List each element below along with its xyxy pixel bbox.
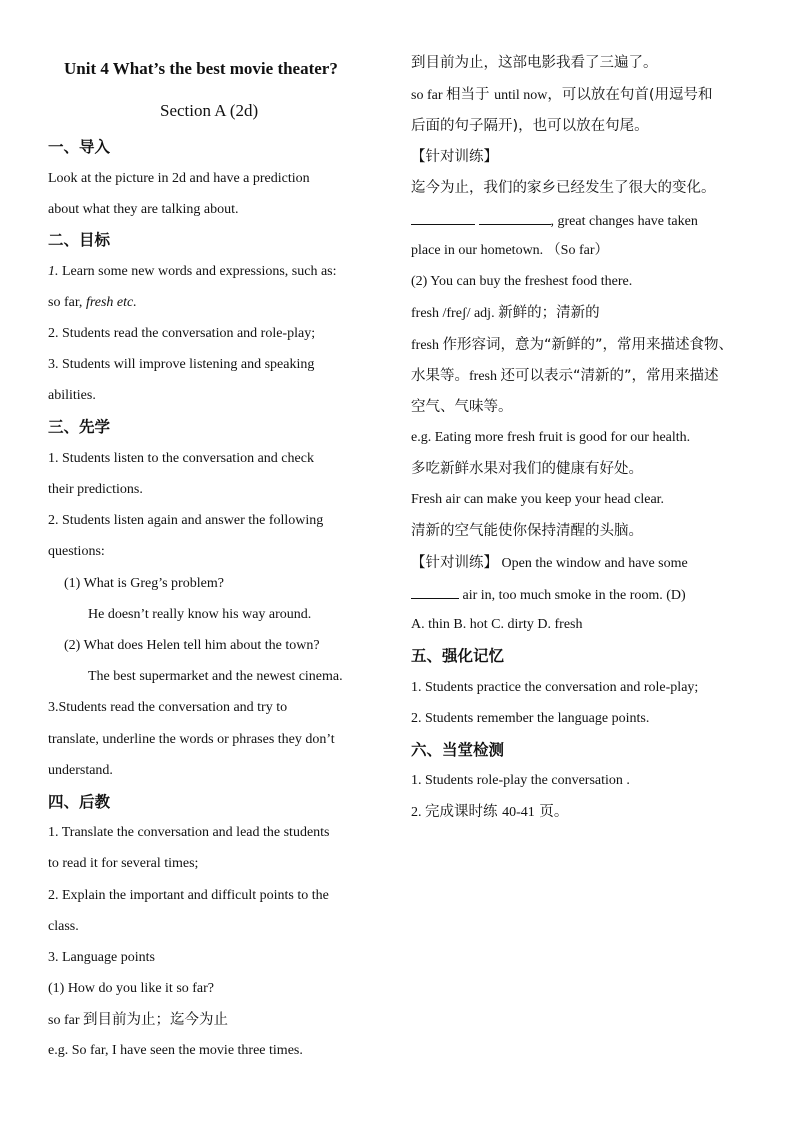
text-line	[411, 802, 568, 823]
text-line: Look at the picture in 2d and have a prediction	[48, 171, 310, 186]
text-line: 1. Translate the conversation and lead the students	[48, 825, 330, 840]
text-line: 多吃新鲜水果对我们的健康有好处。	[411, 461, 643, 477]
fill-blank[interactable]	[411, 584, 459, 599]
text-line: understand.	[48, 763, 113, 778]
cn-text: 还可以表示“清新的”，常用来描述	[500, 368, 719, 384]
cn-text: 相当于	[446, 87, 495, 103]
question-line: (2) What does Helen tell him about the town?	[64, 638, 320, 653]
text-line: e.g. Eating more fresh fruit is good for our health.	[411, 430, 691, 445]
cn-text: ，可以放在句首(用逗号和	[547, 87, 713, 103]
page-range: 40-41	[502, 805, 535, 820]
text-line: questions:	[48, 544, 105, 559]
text-line: (2) You can buy the freshest food there.	[411, 274, 633, 289]
section-heading-teach: 四、后教	[48, 793, 111, 811]
answer-line: The best supermarket and the newest cinema.	[88, 669, 343, 684]
text-line: translate, underline the words or phrases they don’t	[48, 732, 335, 747]
sentence-text: Open the window and have some	[498, 556, 688, 571]
text-line	[411, 584, 686, 606]
text-line: Fresh air can make you keep your head clear.	[411, 492, 665, 507]
term: so far	[411, 88, 446, 103]
fill-blank[interactable]	[479, 210, 551, 225]
page-title: Unit 4 What’s the best movie theater?	[64, 59, 338, 78]
term: fresh	[411, 338, 443, 353]
text-line: place in our hometown. （So far）	[411, 243, 609, 258]
text-line	[411, 85, 713, 106]
text-line: 迄今为止，我们的家乡已经发生了很大的变化。	[411, 180, 716, 196]
goal-text: so far,	[48, 295, 86, 310]
text-line: 到目前为止，这部电影我看了三遍了。	[411, 55, 658, 71]
text-line: 后面的句子隔开)，也可以放在句尾。	[411, 118, 649, 134]
text-line	[48, 293, 137, 313]
term: fresh /freʃ/ adj.	[411, 306, 499, 321]
text-line: 3. Language points	[48, 950, 155, 965]
text-line: 1. Students practice the conversation and role-play;	[411, 680, 699, 695]
text-line: their predictions.	[48, 482, 143, 497]
text-line: abilities.	[48, 388, 96, 403]
text-line: 1. Students listen to the conversation and check	[48, 451, 314, 466]
fill-blank[interactable]	[411, 210, 475, 225]
text-line: 清新的空气能使你保持清醒的头脑。	[411, 523, 643, 539]
text-line	[48, 262, 337, 282]
cn-text: 完成课时练	[425, 804, 503, 820]
section-title: Section A (2d)	[160, 101, 259, 120]
text-line	[48, 1010, 228, 1031]
question-line: (1) What is Greg’s problem?	[64, 576, 224, 591]
item-number: 2.	[411, 805, 425, 820]
text-line: to read it for several times;	[48, 856, 199, 871]
term-meaning: 新鲜的；清新的	[498, 305, 600, 321]
answer-line: He doesn’t really know his way around.	[88, 607, 312, 622]
term: fresh	[469, 369, 501, 384]
sentence-text: air in, too much smoke in the room. (D)	[459, 588, 686, 603]
section-heading-reinforce: 五、强化记忆	[411, 647, 505, 665]
text-line: class.	[48, 919, 79, 934]
sentence-text: , great changes have taken	[550, 214, 698, 229]
text-line: 2. Students remember the language points.	[411, 711, 650, 726]
text-line: 3. Students will improve listening and speaking	[48, 357, 315, 372]
goal-number: 1.	[48, 264, 59, 279]
goal-text-italic: fresh etc.	[85, 295, 137, 310]
text-line	[411, 210, 698, 232]
text-line	[411, 553, 688, 574]
goal-text: Learn some new words and expressions, such as:	[58, 264, 337, 279]
term: until now	[494, 88, 548, 103]
cn-text: 水果等。	[411, 368, 469, 384]
text-line: 3.Students read the conversation and try to	[48, 700, 288, 715]
text-line: (1) How do you like it so far?	[48, 981, 215, 996]
term-meaning: 到目前为止；迄今为止	[83, 1012, 228, 1028]
section-heading-intro: 一、导入	[48, 138, 111, 156]
section-heading-test: 六、当堂检测	[411, 741, 505, 759]
term: so far	[48, 1013, 83, 1028]
practice-label: 【针对训练】	[411, 149, 498, 165]
text-line: about what they are talking about.	[48, 202, 239, 217]
text-line	[411, 366, 719, 387]
answer-options: A. thin B. hot C. dirty D. fresh	[411, 617, 583, 632]
text-line: 2. Students listen again and answer the following	[48, 513, 324, 528]
text-line	[411, 335, 733, 356]
text-line: 1. Students role-play the conversation .	[411, 773, 630, 788]
practice-label: 【针对训练】	[411, 555, 498, 571]
text-line	[411, 303, 600, 324]
text-line: e.g. So far, I have seen the movie three times.	[48, 1043, 303, 1058]
text-line: 2. Students read the conversation and role-play;	[48, 326, 316, 341]
section-heading-prelearn: 三、先学	[48, 418, 111, 436]
text-line: 空气、气味等。	[411, 399, 513, 415]
cn-text: 页。	[534, 804, 569, 820]
text-line: 2. Explain the important and difficult points to the	[48, 888, 329, 903]
cn-text: 作形容词，意为“新鲜的”，常用来描述食物、	[442, 337, 734, 353]
section-heading-goals: 二、目标	[48, 231, 111, 249]
